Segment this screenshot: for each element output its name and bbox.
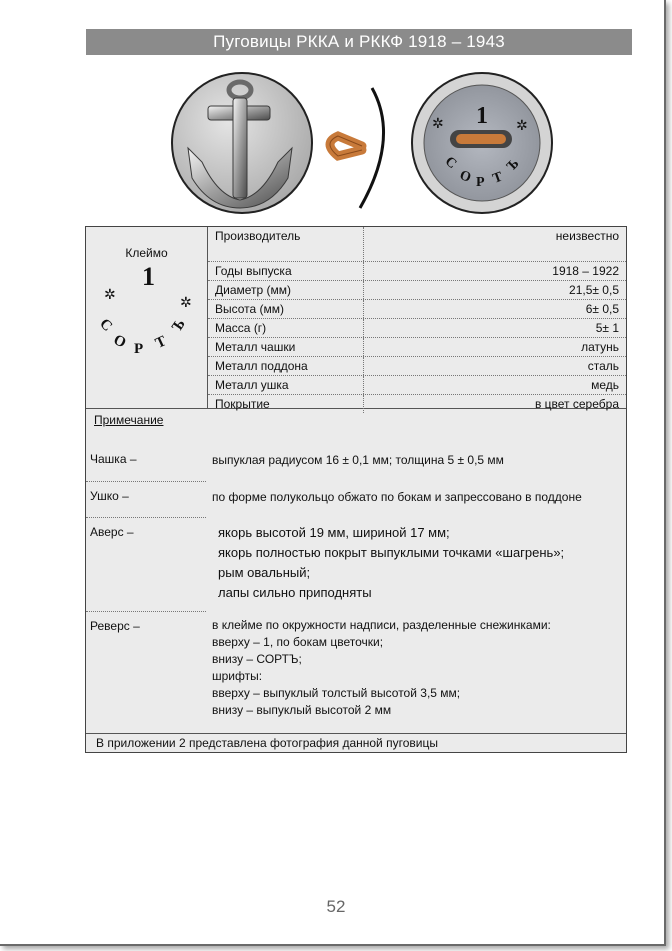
loop-text: по форме полукольцо обжато по бокам и запрессовано в поддоне (212, 490, 582, 504)
loop-label: Ушко – (90, 489, 129, 503)
reverse-line: внизу – СОРТЪ; (212, 652, 302, 666)
property-row (208, 357, 626, 376)
property-label: Металл ушка (208, 376, 364, 394)
obverse-line: якорь полностью покрыт выпуклыми точками «шагрень»; (218, 545, 565, 560)
reverse-line: шрифты: (212, 669, 263, 683)
property-value: 1918 – 1922 (552, 264, 619, 278)
flower-icon: ✲ (104, 286, 116, 302)
obverse-line: рым овальный; (218, 565, 311, 580)
notes-heading: Примечание (94, 413, 164, 427)
property-label: Годы выпуска (208, 262, 364, 280)
reverse-line: в клейме по окружности надписи, разделенные снежинками: (212, 618, 551, 632)
property-value: неизвестно (555, 229, 619, 243)
property-value: 21,5± 0,5 (569, 283, 619, 297)
svg-text:✲: ✲ (516, 117, 528, 133)
svg-text:О: О (110, 332, 129, 352)
cup-text: выпуклая радиусом 16 ± 0,1 мм; толщина 5 ± 0,5 мм (212, 453, 504, 467)
obverse-button (172, 73, 312, 213)
svg-text:С: С (441, 154, 460, 173)
svg-text:Р: Р (476, 175, 485, 190)
obverse-text (218, 523, 564, 603)
property-value: в цвет серебра (534, 397, 619, 411)
cup-label: Чашка – (90, 452, 137, 466)
stamp-cell (86, 227, 208, 408)
svg-text:Ъ: Ъ (504, 156, 523, 175)
property-row (208, 262, 626, 281)
property-label: Металл чашки (208, 338, 364, 356)
property-value: медь (591, 378, 619, 392)
svg-text:Т: Т (152, 333, 169, 352)
appendix-note: В приложении 2 представлена фотография данной пуговицы (96, 736, 438, 750)
property-label: Покрытие (208, 395, 364, 413)
svg-text:Ъ: Ъ (169, 316, 189, 335)
stamp-mark (94, 265, 199, 365)
reverse-label: Реверс – (90, 619, 140, 633)
svg-text:Р: Р (134, 341, 144, 357)
svg-text:О: О (457, 168, 473, 186)
notes-section (86, 409, 626, 734)
property-row (208, 227, 626, 262)
property-value: латунь (581, 340, 619, 354)
stamp-number: 1 (142, 265, 155, 291)
specification-table (85, 226, 627, 753)
svg-text:1: 1 (476, 103, 488, 129)
property-label: Масса (г) (208, 319, 364, 337)
reverse-line: вверху – 1, по бокам цветочки; (212, 635, 384, 649)
page-title: Пуговицы РККА и РККФ 1918 – 1943 (86, 29, 632, 55)
property-row (208, 281, 626, 300)
svg-text:С: С (96, 315, 116, 335)
obverse-line: якорь высотой 19 мм, шириной 17 мм; (218, 525, 450, 540)
stamp-title: Клеймо (125, 246, 168, 260)
property-label: Диаметр (мм) (208, 281, 364, 299)
property-value: 6± 0,5 (585, 302, 619, 316)
property-label: Высота (мм) (208, 300, 364, 318)
shank-loop-icon (330, 88, 384, 208)
flower-icon: ✲ (180, 294, 192, 310)
properties-list (208, 227, 626, 411)
obverse-label: Аверс – (90, 525, 134, 539)
property-label: Производитель (208, 227, 364, 261)
property-label: Металл поддона (208, 357, 364, 375)
property-row (208, 338, 626, 357)
divider (86, 481, 206, 482)
obverse-line: лапы сильно приподняты (218, 585, 372, 600)
reverse-line: вверху – выпуклый толстый высотой 3,5 мм; (212, 686, 461, 700)
button-images (160, 68, 560, 218)
reverse-line: внизу – выпуклый высотой 2 мм (212, 703, 392, 717)
divider (86, 517, 206, 518)
svg-text:✲: ✲ (432, 115, 444, 131)
property-row (208, 319, 626, 338)
reverse-text (212, 617, 551, 719)
property-row (208, 376, 626, 395)
property-value: 5± 1 (595, 321, 619, 335)
spec-top-section (86, 227, 626, 409)
page-number: 52 (326, 897, 346, 916)
property-row (208, 300, 626, 319)
button-reverse-icon (412, 73, 552, 213)
svg-text:Т: Т (490, 169, 505, 187)
property-value: сталь (587, 359, 619, 373)
divider (86, 611, 206, 612)
